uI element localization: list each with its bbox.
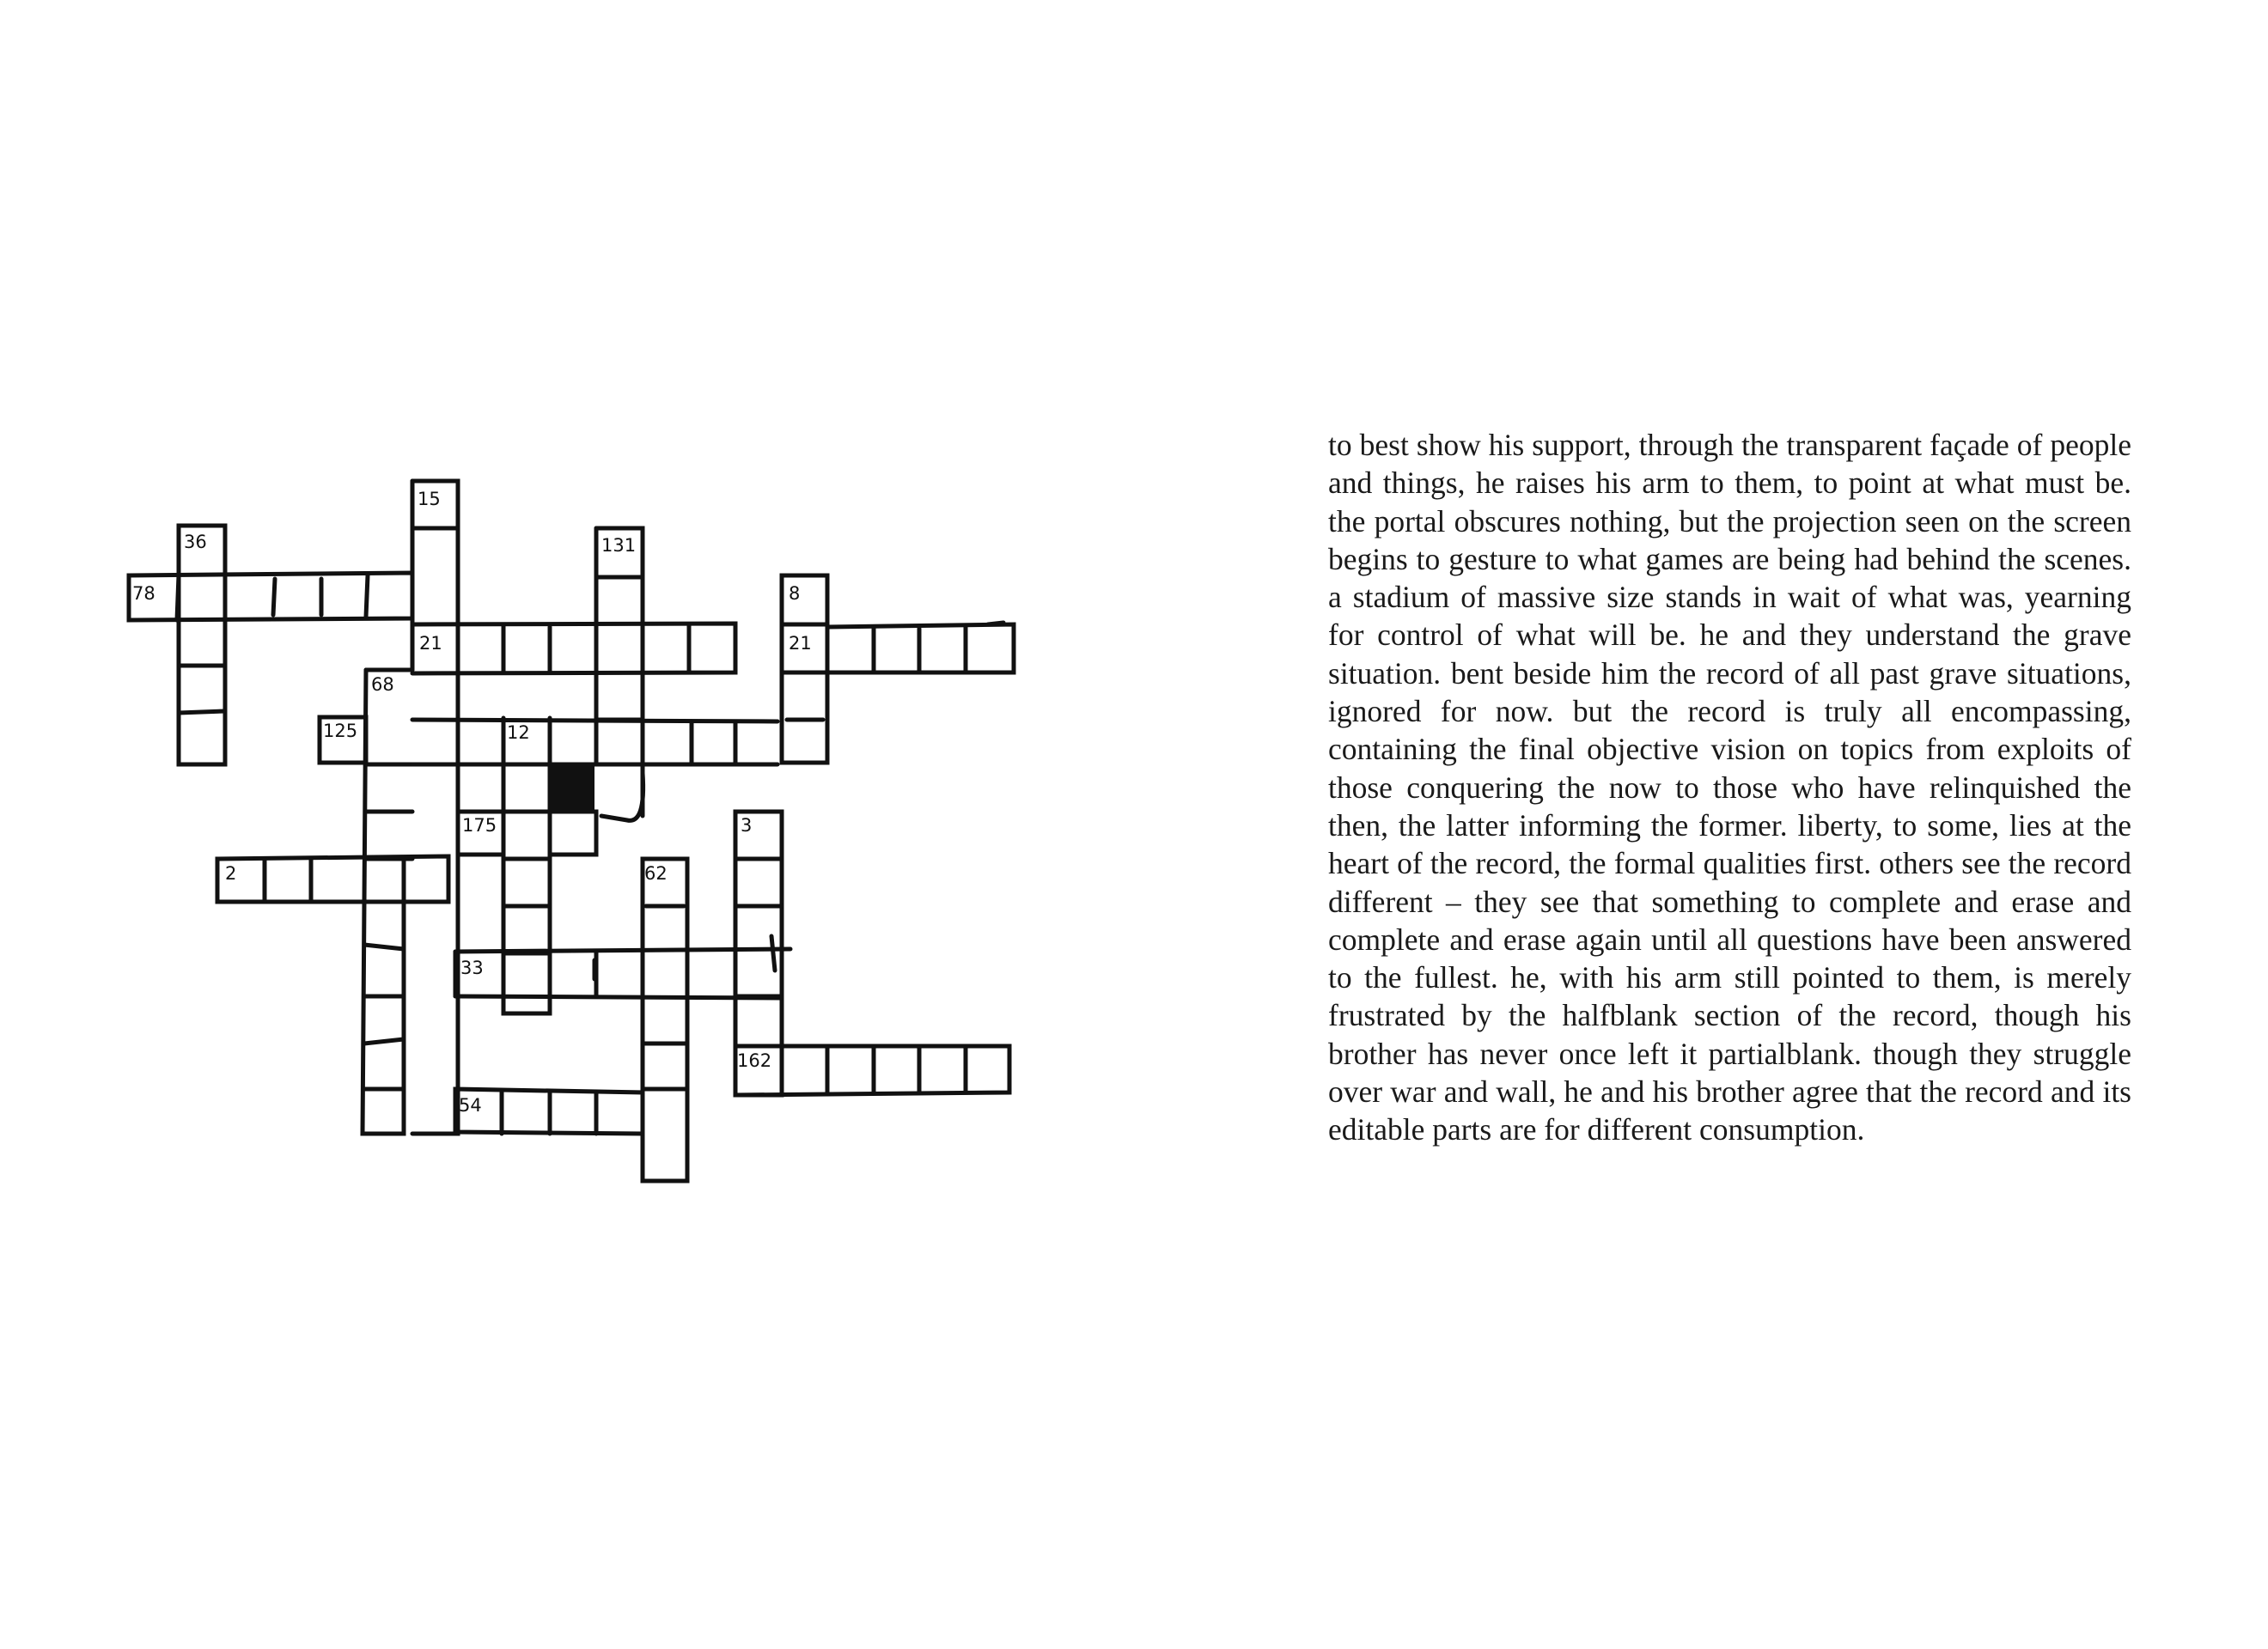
across-54 [455, 1089, 643, 1134]
clue-number: 33 [460, 958, 484, 978]
prose-passage [1328, 426, 2131, 1149]
clue-number: 3 [741, 815, 753, 836]
clue-number: 175 [462, 815, 497, 836]
clue-number: 21 [419, 633, 442, 654]
clue-number: 8 [789, 583, 801, 604]
down-36 [179, 526, 225, 764]
clue-number: 62 [644, 863, 668, 884]
clue-number: 78 [132, 583, 155, 604]
across-21a [412, 624, 735, 673]
across-21b [827, 623, 1014, 672]
clue-numbers [132, 489, 812, 1116]
across-78 [129, 573, 412, 620]
clue-number: 131 [601, 535, 637, 556]
clue-number: 162 [737, 1050, 772, 1071]
passage-paragraph: to best show his support, through the transparent façade of people and things, he raises his arm to them, to point at what must be. the portal obscures nothing, but the projection seen on the screen begins to gesture to what games are being had behind the scenes. a stadium of massive size stands in wait of what was, yearning for control of what will be. he and they understand the grave situation. bent beside him the record of all past grave situations, ignored for now. but the record is truly all encompassing, containing the final objective vision on topics from exploits of those conquering the now to those who have relinquished the then, the latter informing the former. liberty, to some, lies at the heart of the record, the formal qualities first. others see the record different – they see that something to complete and erase and complete and erase again until all questions have been answered to the fullest. he, with his arm still pointed to them, is merely frustrated by the halfblank section of the record, though his brother has never once left it partialblank. though they struggle over war and wall, he and his brother agree that the record and its editable parts are for different consumption. [1328, 428, 2131, 1147]
clue-number: 54 [459, 1095, 482, 1116]
clue-number: 21 [789, 633, 812, 654]
clue-number: 2 [225, 863, 237, 884]
clue-number: 68 [371, 674, 394, 695]
clue-number: 125 [323, 721, 358, 741]
across-2 [217, 856, 448, 902]
clue-number: 36 [184, 532, 207, 552]
across-162 [735, 1046, 1009, 1095]
down-62 [643, 859, 687, 1181]
down-15 [412, 481, 458, 1134]
clue-number: 12 [507, 722, 530, 743]
clue-number: 15 [418, 489, 441, 509]
